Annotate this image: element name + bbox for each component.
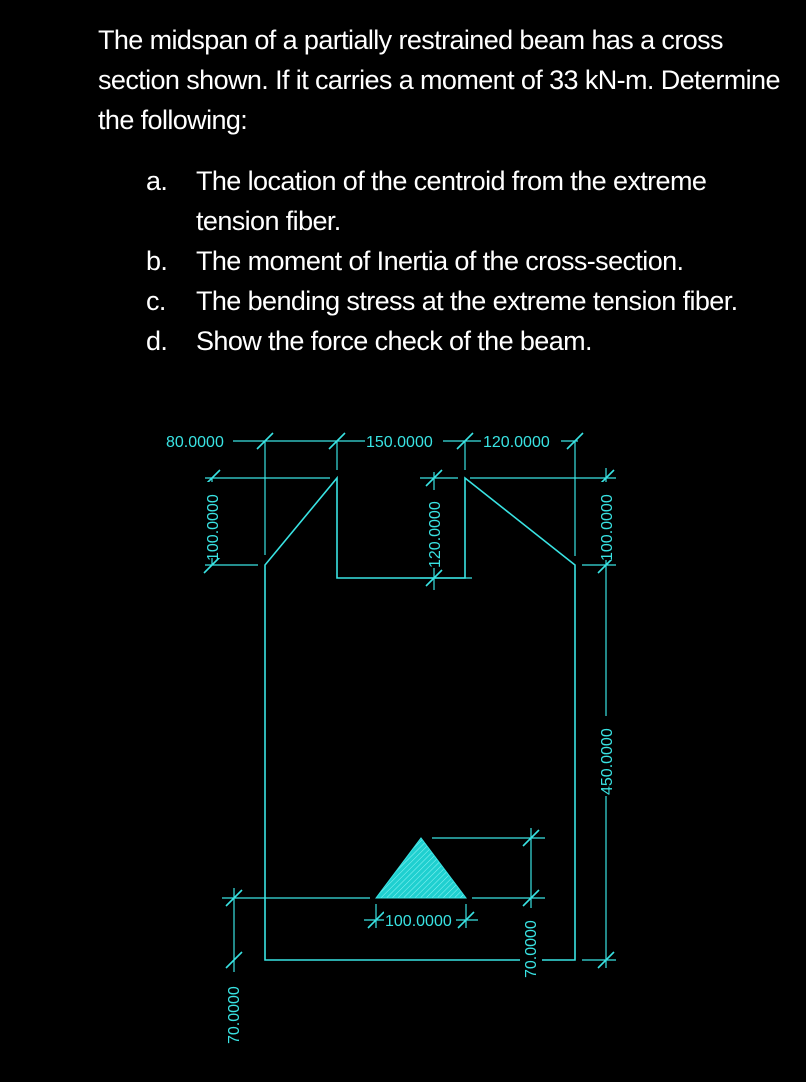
question-text: The moment of Inertia of the cross-section. [196,246,684,276]
left-chamfer-dimension [204,470,330,573]
question-text: The location of the centroid from the extreme tension fiber. [196,166,707,236]
question-marker: a. [146,166,168,196]
dim-bottom-left-height: 70.0000 [226,986,243,1044]
question-text: Show the force check of the beam. [196,326,592,356]
right-height-dimensions [470,468,616,968]
triangle-hole [376,838,466,898]
dim-total-height: 450.0000 [599,728,616,795]
dim-top-right: 120.0000 [483,434,550,451]
dim-triangle-height: 70.0000 [523,920,540,978]
bottom-left-dimension [222,888,370,1042]
dim-top-left: 80.0000 [166,434,224,451]
dim-right-chamfer: 100.0000 [599,494,616,561]
dim-left-chamfer: 100.0000 [205,494,222,561]
dim-triangle-base: 100.0000 [385,913,452,930]
question-text: The bending stress at the extreme tension fiber. [196,286,738,316]
dim-notch-depth: 120.0000 [427,501,444,568]
question-marker: b. [146,246,168,276]
dim-top-middle: 150.0000 [366,434,433,451]
question-marker: d. [146,326,168,356]
problem-intro: The midspan of a partially restrained beam has a cross section shown. If it carries a moment of 33 kN-m. Determine the following: [98,25,780,135]
question-marker: c. [146,286,166,316]
